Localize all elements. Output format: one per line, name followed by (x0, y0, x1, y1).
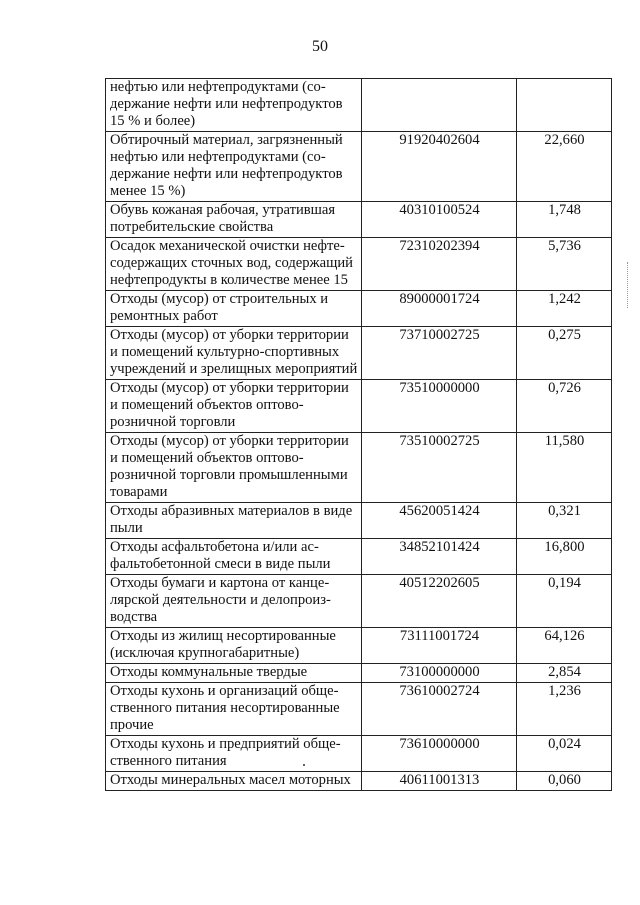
waste-mass-cell: 1,748 (517, 202, 612, 238)
waste-name-cell: Отходы кухонь и организаций общественного питания несортированные прочие (106, 683, 362, 736)
waste-name-cell: Обувь кожаная рабочая, утратившая потребительские свойства (106, 202, 362, 238)
table-row (106, 664, 612, 683)
waste-mass-cell: 64,126 (517, 628, 612, 664)
waste-mass-cell: 1,242 (517, 291, 612, 327)
waste-name-cell: Отходы (мусор) от уборки территории и помещений объектов оптово-розничной торговли (106, 380, 362, 433)
waste-code-cell: 73610002724 (362, 683, 517, 736)
waste-table (105, 78, 612, 791)
waste-code-cell: 40310100524 (362, 202, 517, 238)
table-row (106, 539, 612, 575)
table-row (106, 433, 612, 503)
waste-name-cell: Отходы кухонь и предприятий общественного питания (106, 736, 362, 772)
waste-code-cell: 34852101424 (362, 539, 517, 575)
table-row (106, 132, 612, 202)
waste-code-cell: 73111001724 (362, 628, 517, 664)
waste-mass-cell: 0,726 (517, 380, 612, 433)
waste-name-cell: нефтью или нефтепродуктами (содержание нефти или нефтепродуктов 15 % и более) (106, 79, 362, 132)
waste-code-cell (362, 79, 517, 132)
waste-table-body (106, 79, 612, 791)
waste-code-cell: 40512202605 (362, 575, 517, 628)
waste-name-cell: Осадок механической очистки нефтесодержащих сточных вод, содержащий нефтепродукты в количестве менее 15 (106, 238, 362, 291)
waste-name-cell: Отходы асфальтобетона и/или асфальтобетонной смеси в виде пыли (106, 539, 362, 575)
waste-code-cell: 91920402604 (362, 132, 517, 202)
waste-name-cell: Отходы (мусор) от уборки территории и помещений объектов оптово-розничной торговли промышленными товарами (106, 433, 362, 503)
table-row (106, 291, 612, 327)
table-row (106, 736, 612, 772)
waste-mass-cell (517, 79, 612, 132)
waste-mass-cell: 22,660 (517, 132, 612, 202)
waste-code-cell: 73610000000 (362, 736, 517, 772)
waste-name-cell: Отходы минеральных масел моторных (106, 772, 362, 791)
table-row (106, 79, 612, 132)
waste-code-cell: 73510002725 (362, 433, 517, 503)
table-row (106, 575, 612, 628)
table-row (106, 202, 612, 238)
table-row (106, 772, 612, 791)
waste-name-cell: Отходы (мусор) от уборки территории и помещений культурно-спортивных учреждений и зрелищных мероприятий (106, 327, 362, 380)
table-row (106, 683, 612, 736)
waste-name-cell: Отходы абразивных материалов в виде пыли (106, 503, 362, 539)
waste-mass-cell: 0,275 (517, 327, 612, 380)
waste-code-cell: 73510000000 (362, 380, 517, 433)
table-row (106, 503, 612, 539)
waste-code-cell: 73100000000 (362, 664, 517, 683)
waste-code-cell: 89000001724 (362, 291, 517, 327)
waste-mass-cell: 0,060 (517, 772, 612, 791)
table-row (106, 238, 612, 291)
waste-mass-cell: 11,580 (517, 433, 612, 503)
waste-name-cell: Отходы бумаги и картона от канцелярской деятельности и делопроизводства (106, 575, 362, 628)
table-row (106, 628, 612, 664)
table-row (106, 380, 612, 433)
waste-mass-cell: 0,024 (517, 736, 612, 772)
waste-mass-cell: 2,854 (517, 664, 612, 683)
waste-code-cell: 72310202394 (362, 238, 517, 291)
waste-mass-cell: 1,236 (517, 683, 612, 736)
waste-mass-cell: 5,736 (517, 238, 612, 291)
waste-code-cell: 45620051424 (362, 503, 517, 539)
waste-mass-cell: 0,194 (517, 575, 612, 628)
table-row (106, 327, 612, 380)
waste-mass-cell: 16,800 (517, 539, 612, 575)
waste-code-cell: 40611001313 (362, 772, 517, 791)
margin-mark (627, 262, 632, 308)
waste-name-cell: Обтирочный материал, загрязненный нефтью или нефтепродуктами (содержание нефти или нефтепродуктов менее 15 %) (106, 132, 362, 202)
waste-name-cell: Отходы из жилищ несортированные (исключая крупногабаритные) (106, 628, 362, 664)
waste-name-cell: Отходы (мусор) от строительных и ремонтных работ (106, 291, 362, 327)
waste-code-cell: 73710002725 (362, 327, 517, 380)
waste-mass-cell: 0,321 (517, 503, 612, 539)
waste-name-cell: Отходы коммунальные твердые (106, 664, 362, 683)
stray-dot (303, 764, 305, 766)
page-number: 50 (312, 38, 328, 55)
